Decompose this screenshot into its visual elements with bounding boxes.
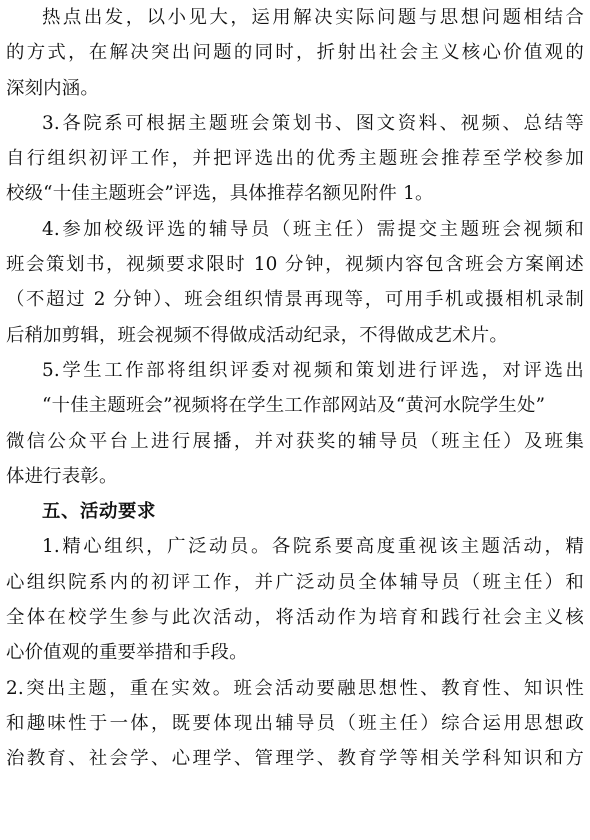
- text-line: 深刻内涵。: [6, 77, 99, 99]
- section-heading: 五、活动要求: [42, 501, 156, 523]
- text-line: 5.学生工作部将组织评委对视频和策划进行评选，对评选出: [42, 359, 584, 381]
- text-line: 和趣味性于一体，既要体现出辅导员（班主任）综合运用思想政: [6, 712, 584, 734]
- text-line: 校级“十佳主题班会”评选，具体推荐名额见附件 1。: [6, 183, 434, 205]
- text-line: 微信公众平台上进行展播，并对获奖的辅导员（班主任）及班集: [6, 430, 584, 452]
- text-line: 班会策划书，视频要求限时 10 分钟，视频内容包含班会方案阐述: [6, 254, 584, 276]
- text-line: 的方式，在解决突出问题的同时，折射出社会主义核心价值观的: [6, 42, 584, 64]
- text-line: 后稍加剪辑，班会视频不得做成活动纪录，不得做成艺术片。: [6, 324, 508, 346]
- text-line: 3.各院系可根据主题班会策划书、图文资料、视频、总结等: [42, 112, 584, 134]
- text-line: 治教育、社会学、心理学、管理学、教育学等相关学科知识和方: [6, 748, 584, 770]
- text-line: 全体在校学生参与此次活动，将活动作为培育和践行社会主义核: [6, 607, 584, 629]
- text-line: 体进行表彰。: [6, 465, 118, 487]
- text-line: 热点出发，以小见大，运用解决实际问题与思想问题相结合: [42, 7, 584, 28]
- text-line: 自行组织初评工作，并把评选出的优秀主题班会推荐至学校参加: [6, 148, 584, 170]
- text-line: 心价值观的重要举措和手段。: [6, 642, 248, 664]
- text-line: 心组织院系内的初评工作，并广泛动员全体辅导员（班主任）和: [6, 571, 584, 593]
- text-line: “十佳主题班会”视频将在学生工作部网站及“黄河水院学生处”: [42, 395, 546, 417]
- text-line: 1.精心组织，广泛动员。各院系要高度重视该主题活动，精: [42, 536, 584, 558]
- text-line: 4.参加校级评选的辅导员（班主任）需提交主题班会视频和: [42, 218, 584, 240]
- text-line: 2.突出主题，重在实效。班会活动要融思想性、教育性、知识性: [6, 677, 584, 699]
- text-line: （不超过 2 分钟）、班会组织情景再现等，可用手机或摄相机录制: [6, 289, 584, 311]
